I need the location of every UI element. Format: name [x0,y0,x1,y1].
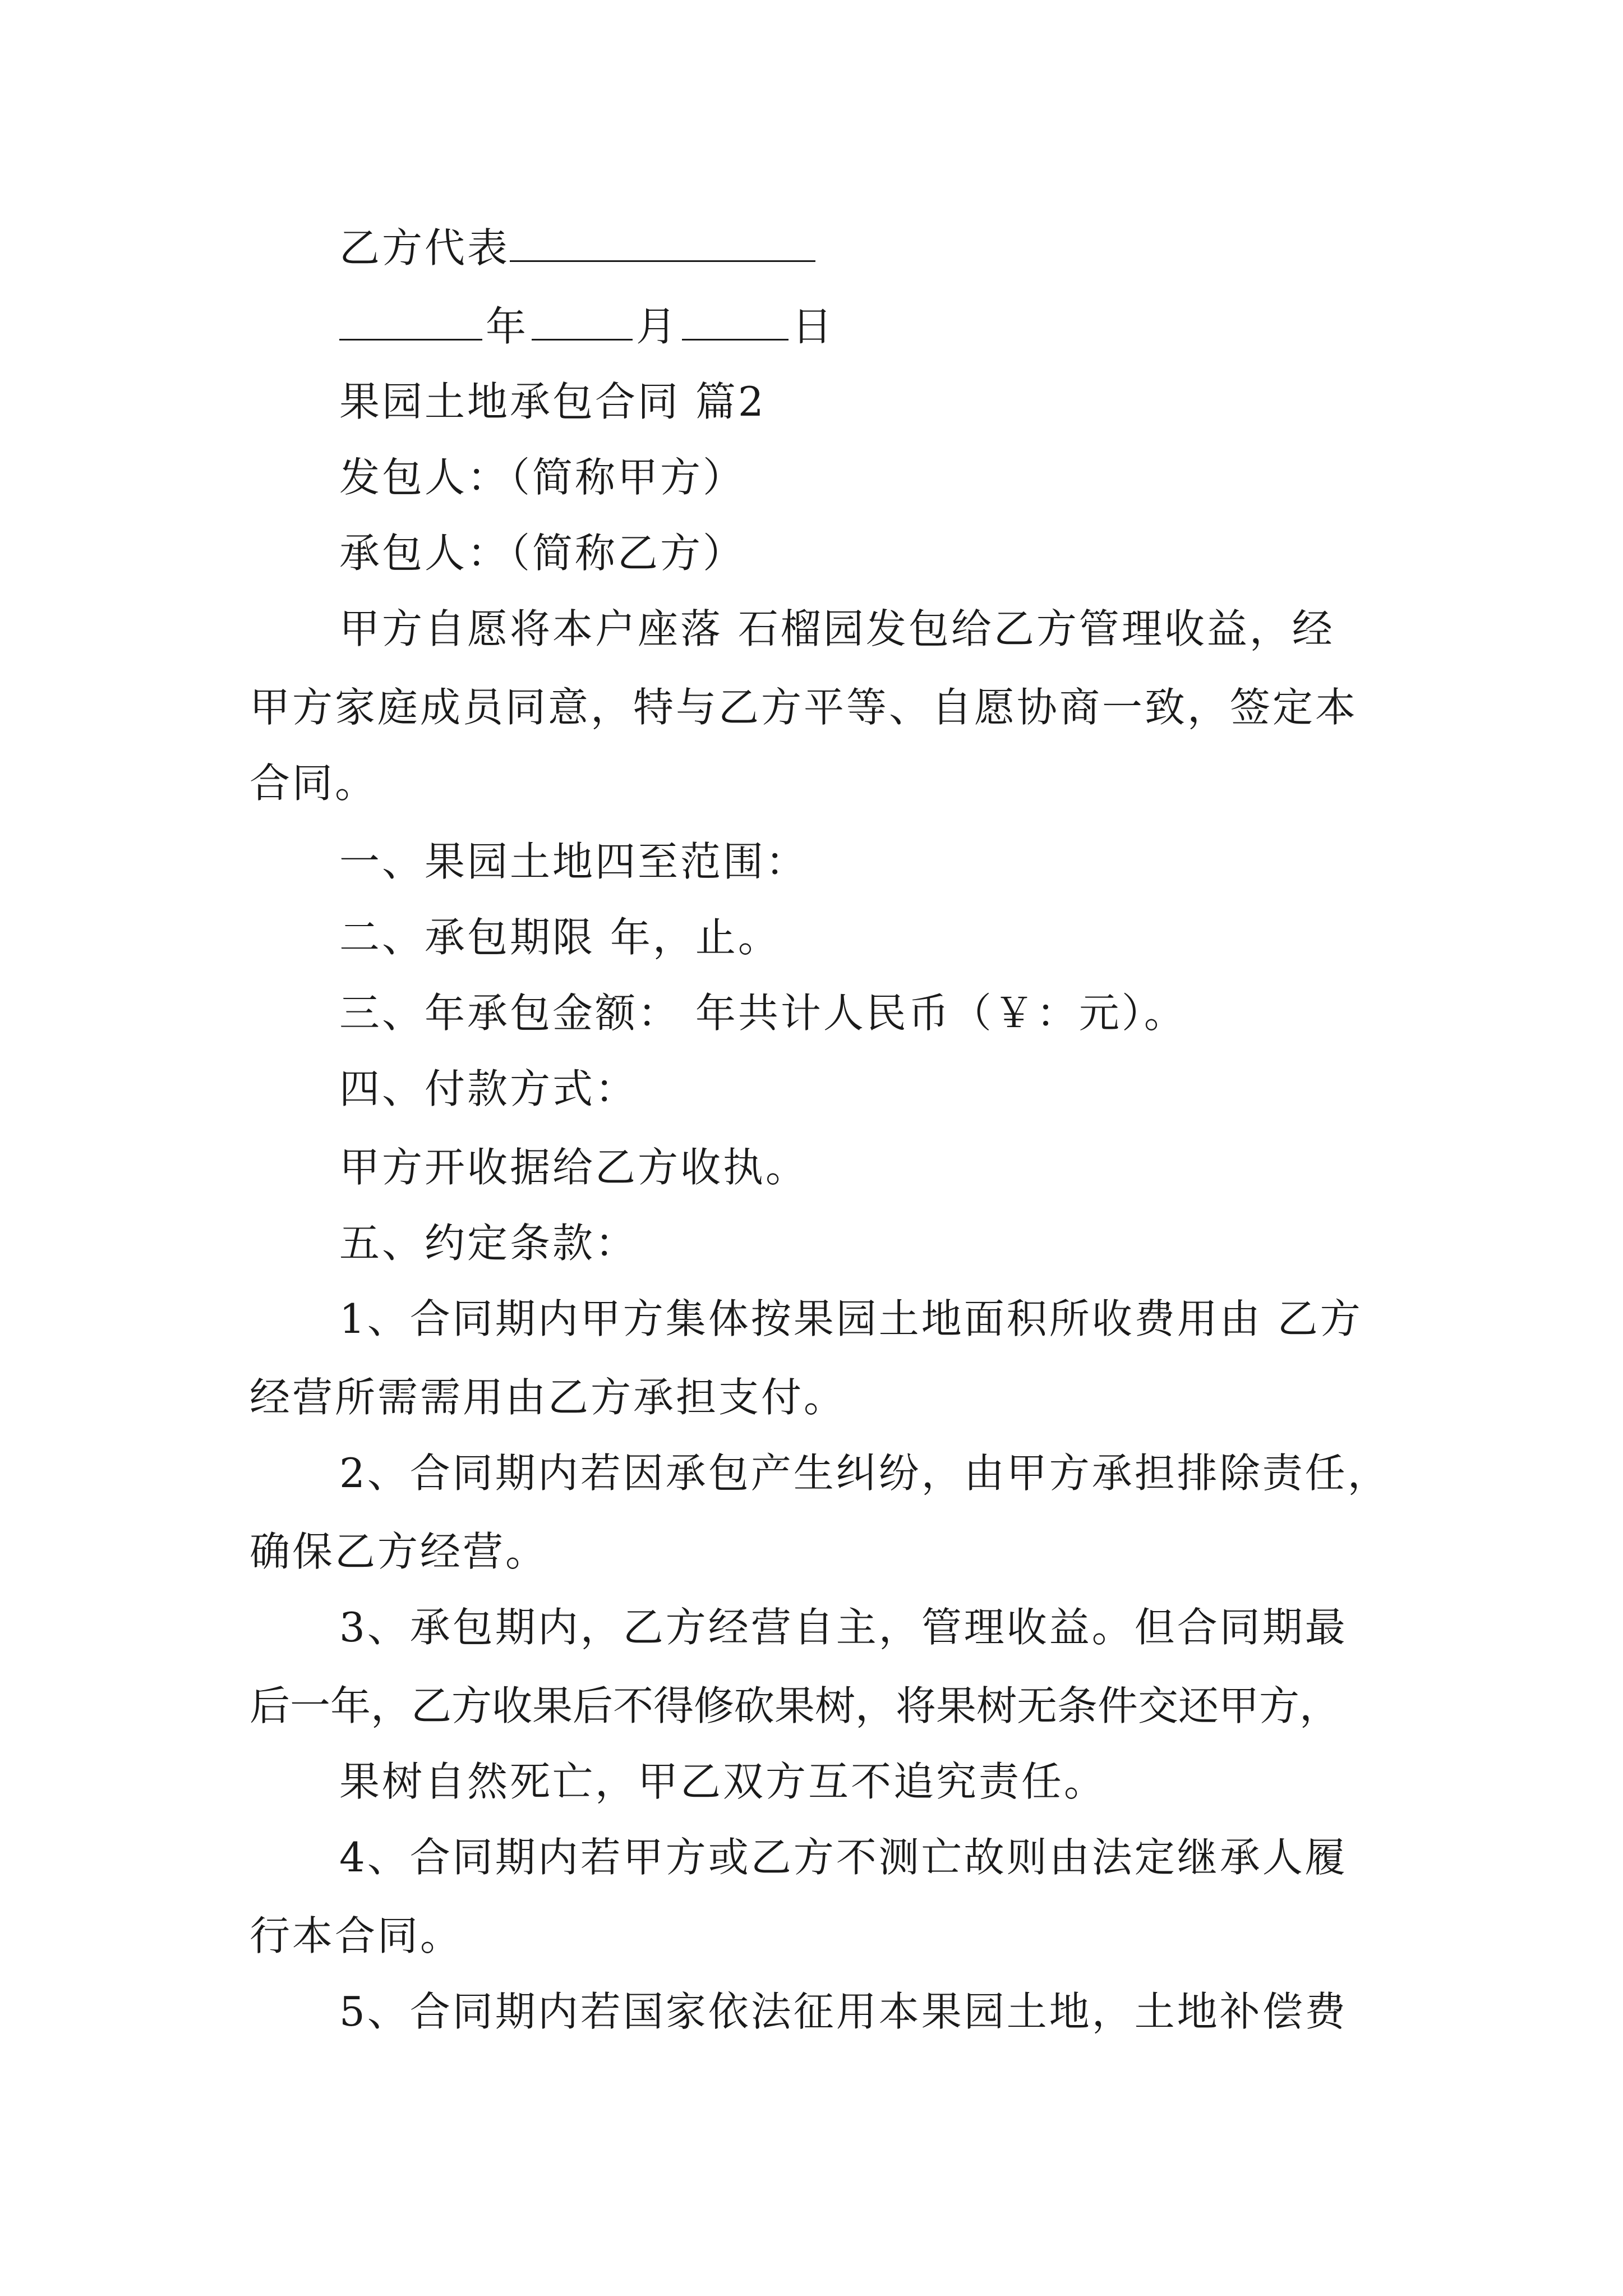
year-label: 年 [486,303,529,350]
intro-paragraph-line-3: 合同。 [250,760,378,807]
party-b-representative-line [339,224,819,272]
term-1-line-1: 1、合同期内甲方集体按果园土地面积所收费用由 乙方 [339,1295,1363,1342]
clause-one-boundaries: 一、果园土地四至范围： [339,838,809,885]
day-label: 日 [792,303,835,350]
clause-four-payment: 四、付款方式： [339,1065,638,1112]
clause-two-term: 二、承包期限 年，止。 [339,914,781,961]
term-2-line-1: 2、合同期内若因承包产生纠纷，由甲方承担排除责任， [339,1450,1390,1497]
clause-five-terms: 五、约定条款： [339,1220,638,1267]
clause-three-amount: 三、年承包金额： 年共计人民币（￥：元）。 [339,990,1187,1037]
month-label: 月 [636,303,679,350]
intro-paragraph-line-2: 甲方家庭成员同意，特与乙方平等、自愿协商一致，签定本 [250,684,1358,731]
term-3-line-2: 后一年，乙方收果后不得修砍果树，将果树无条件交还甲方， [250,1682,1340,1729]
term-2-line-2: 确保乙方经营。 [250,1528,548,1575]
term-1-line-2: 经营所需需用由乙方承担支付。 [250,1374,847,1421]
receipt-line: 甲方开收据给乙方收执。 [339,1144,809,1191]
day-blank [682,303,789,341]
term-4-line-2: 行本合同。 [250,1912,463,1959]
date-line [339,303,835,350]
contractor-line: 承包人：（简称乙方） [339,530,746,577]
contract-title: 果园土地承包合同 篇2 [339,378,766,425]
year-blank [339,303,482,341]
term-3-line-3: 果树自然死亡，甲乙双方互不追究责任。 [339,1758,1107,1805]
issuer-line: 发包人：（简称甲方） [339,454,746,501]
term-4-line-1: 4、合同期内若甲方或乙方不测亡故则由法定继承人履 [339,1834,1348,1881]
representative-signature-blank [510,224,815,262]
intro-paragraph-line-1: 甲方自愿将本户座落 石榴园发包给乙方管理收益，经 [339,605,1335,652]
month-blank [532,303,633,341]
party-b-representative-label: 乙方代表 [339,224,510,272]
term-3-line-1: 3、承包期内，乙方经营自主，管理收益。但合同期最 [339,1604,1348,1651]
term-5-line-1: 5、合同期内若国家依法征用本果园土地，土地补偿费 [339,1988,1348,2035]
